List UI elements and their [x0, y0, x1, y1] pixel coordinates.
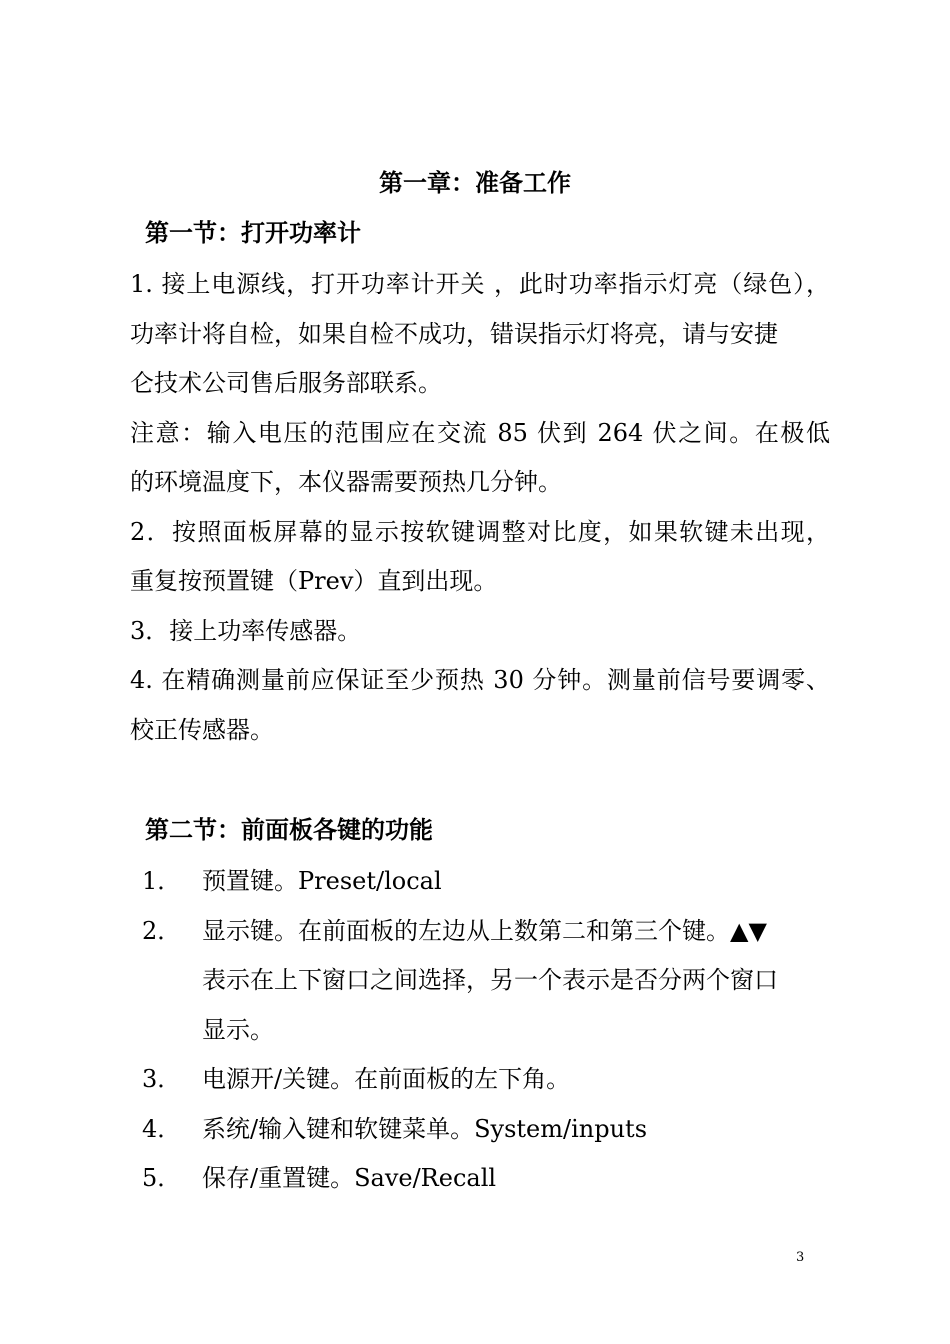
section-2-title: 第二节：前面板各键的功能 — [145, 816, 433, 844]
body-line: 1. 接上电源线，打开功率计开关 ，此时功率指示灯亮（绿色）， — [130, 270, 830, 298]
section-1-title: 第一节：打开功率计 — [145, 219, 361, 247]
list-item-text: 显示键。在前面板的左边从上数第二和第三个键。▲▼ — [202, 916, 767, 945]
key-function-list — [130, 857, 830, 1204]
body-line: 2．按照面板屏幕的显示按软键调整对比度，如果软键未出现， — [130, 517, 830, 546]
body-line: 仑技术公司售后服务部联系。 — [130, 369, 442, 397]
list-item-text: 表示在上下窗口之间选择，另一个表示是否分两个窗口 — [202, 966, 778, 994]
chapter-title: 第一章：准备工作 — [379, 169, 571, 197]
list-item — [130, 907, 830, 1056]
list-item — [130, 1105, 830, 1155]
list-item-text: 预置键。Preset/local — [202, 867, 442, 895]
body-line: 3．接上功率传感器。 — [130, 616, 362, 645]
body-line: 校正传感器。 — [130, 715, 274, 744]
list-item — [130, 1154, 830, 1204]
body-line: 4. 在精确测量前应保证至少预热 30 分钟。测量前信号要调零、 — [130, 666, 830, 694]
body-line: 的环境温度下，本仪器需要预热几分钟。 — [130, 468, 562, 496]
section-1-body — [130, 260, 830, 755]
page-number: 3 — [796, 1250, 805, 1265]
list-item-number: 4． — [142, 1114, 182, 1143]
list-item-text: 显示。 — [202, 1015, 274, 1044]
body-line: 重复按预置键（Prev）直到出现。 — [130, 567, 498, 595]
body-line: 功率计将自检，如果自检不成功，错误指示灯将亮，请与安捷 — [130, 319, 778, 348]
list-item-number: 2． — [142, 916, 182, 945]
list-item-number: 3． — [142, 1065, 182, 1093]
list-item-text: 电源开/关键。在前面板的左下角。 — [202, 1065, 571, 1093]
list-item — [130, 857, 830, 907]
list-item-text: 系统/输入键和软键菜单。System/inputs — [202, 1114, 648, 1143]
list-item — [130, 1055, 830, 1105]
list-item-number: 5． — [142, 1164, 182, 1192]
list-item-number: 1． — [142, 867, 182, 895]
list-item-text: 保存/重置键。Save/Recall — [202, 1164, 497, 1192]
body-line: 注意：输入电压的范围应在交流 85 伏到 264 伏之间。在极低 — [130, 418, 830, 447]
